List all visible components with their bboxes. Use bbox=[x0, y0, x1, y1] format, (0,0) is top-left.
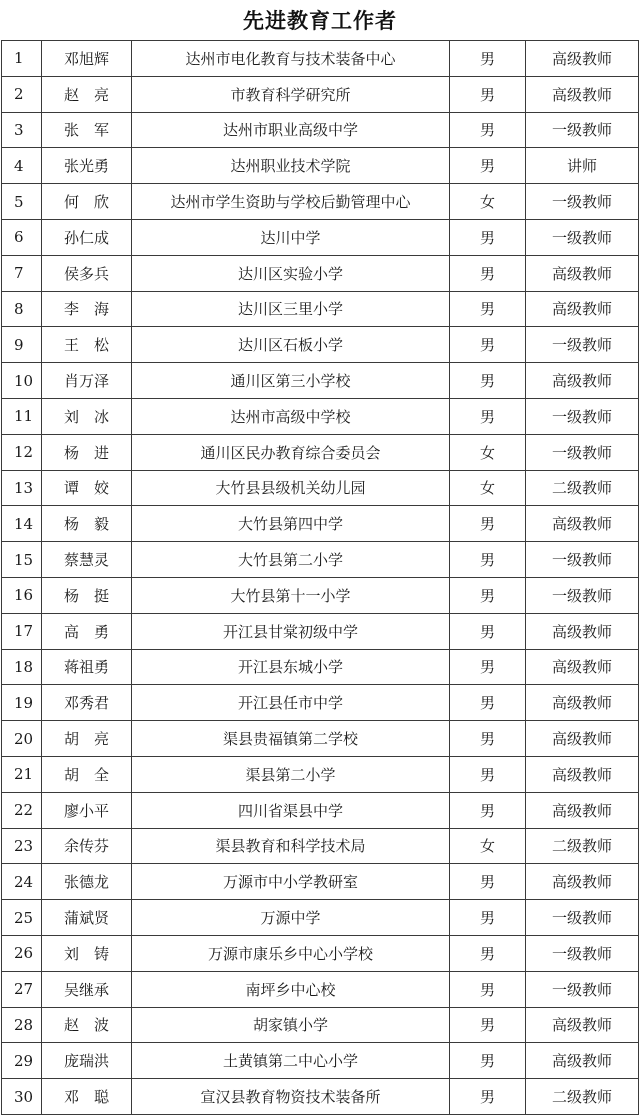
cell-number: 8 bbox=[2, 291, 42, 327]
cell-organization: 万源市康乐乡中心小学校 bbox=[132, 935, 450, 971]
cell-number: 6 bbox=[2, 219, 42, 255]
cell-organization: 达州市职业高级中学 bbox=[132, 112, 450, 148]
table-row bbox=[2, 255, 639, 291]
cell-rank: 二级教师 bbox=[526, 828, 639, 864]
table-row bbox=[2, 971, 639, 1007]
cell-rank: 高级教师 bbox=[526, 792, 639, 828]
cell-gender: 男 bbox=[450, 577, 526, 613]
table-row bbox=[2, 828, 639, 864]
cell-name: 刘 冰 bbox=[42, 398, 132, 434]
cell-name: 谭 姣 bbox=[42, 470, 132, 506]
cell-number: 13 bbox=[2, 470, 42, 506]
cell-rank: 高级教师 bbox=[526, 76, 639, 112]
cell-rank: 高级教师 bbox=[526, 613, 639, 649]
cell-name: 杨 挺 bbox=[42, 577, 132, 613]
cell-rank: 高级教师 bbox=[526, 756, 639, 792]
cell-number: 2 bbox=[2, 76, 42, 112]
cell-rank: 一级教师 bbox=[526, 542, 639, 578]
cell-gender: 男 bbox=[450, 756, 526, 792]
cell-gender: 男 bbox=[450, 1043, 526, 1079]
cell-organization: 大竹县第十一小学 bbox=[132, 577, 450, 613]
cell-rank: 一级教师 bbox=[526, 219, 639, 255]
cell-name: 赵 波 bbox=[42, 1007, 132, 1043]
cell-number: 17 bbox=[2, 613, 42, 649]
cell-organization: 土黄镇第二中心小学 bbox=[132, 1043, 450, 1079]
cell-rank: 高级教师 bbox=[526, 1007, 639, 1043]
cell-rank: 讲师 bbox=[526, 148, 639, 184]
cell-rank: 二级教师 bbox=[526, 1079, 639, 1115]
cell-name: 庞瑞洪 bbox=[42, 1043, 132, 1079]
cell-rank: 高级教师 bbox=[526, 363, 639, 399]
cell-number: 26 bbox=[2, 935, 42, 971]
cell-organization: 万源市中小学教研室 bbox=[132, 864, 450, 900]
cell-name: 高 勇 bbox=[42, 613, 132, 649]
cell-number: 9 bbox=[2, 327, 42, 363]
cell-rank: 高级教师 bbox=[526, 649, 639, 685]
cell-number: 23 bbox=[2, 828, 42, 864]
cell-gender: 男 bbox=[450, 864, 526, 900]
cell-number: 10 bbox=[2, 363, 42, 399]
table-row bbox=[2, 470, 639, 506]
cell-organization: 市教育科学研究所 bbox=[132, 76, 450, 112]
cell-organization: 南坪乡中心校 bbox=[132, 971, 450, 1007]
table-row bbox=[2, 792, 639, 828]
cell-organization: 达州市高级中学校 bbox=[132, 398, 450, 434]
cell-organization: 开江县任市中学 bbox=[132, 685, 450, 721]
cell-gender: 男 bbox=[450, 398, 526, 434]
table-row bbox=[2, 542, 639, 578]
cell-organization: 渠县第二小学 bbox=[132, 756, 450, 792]
cell-gender: 男 bbox=[450, 971, 526, 1007]
cell-organization: 达川区实验小学 bbox=[132, 255, 450, 291]
cell-number: 27 bbox=[2, 971, 42, 1007]
cell-number: 3 bbox=[2, 112, 42, 148]
cell-rank: 一级教师 bbox=[526, 327, 639, 363]
cell-rank: 一级教师 bbox=[526, 971, 639, 1007]
cell-organization: 大竹县第四中学 bbox=[132, 506, 450, 542]
cell-organization: 达川区三里小学 bbox=[132, 291, 450, 327]
cell-gender: 男 bbox=[450, 792, 526, 828]
cell-number: 7 bbox=[2, 255, 42, 291]
cell-gender: 男 bbox=[450, 506, 526, 542]
cell-number: 15 bbox=[2, 542, 42, 578]
cell-gender: 男 bbox=[450, 327, 526, 363]
cell-organization: 达州市电化教育与技术装备中心 bbox=[132, 41, 450, 77]
cell-gender: 男 bbox=[450, 1079, 526, 1115]
table-row bbox=[2, 148, 639, 184]
cell-organization: 达州市学生资助与学校后勤管理中心 bbox=[132, 184, 450, 220]
cell-name: 何 欣 bbox=[42, 184, 132, 220]
table-row bbox=[2, 434, 639, 470]
cell-organization: 达川中学 bbox=[132, 219, 450, 255]
cell-organization: 大竹县第二小学 bbox=[132, 542, 450, 578]
table-row bbox=[2, 935, 639, 971]
cell-gender: 男 bbox=[450, 219, 526, 255]
cell-gender: 男 bbox=[450, 291, 526, 327]
cell-rank: 一级教师 bbox=[526, 184, 639, 220]
cell-organization: 胡家镇小学 bbox=[132, 1007, 450, 1043]
cell-gender: 女 bbox=[450, 828, 526, 864]
cell-gender: 女 bbox=[450, 184, 526, 220]
cell-name: 廖小平 bbox=[42, 792, 132, 828]
cell-rank: 一级教师 bbox=[526, 577, 639, 613]
cell-name: 杨 进 bbox=[42, 434, 132, 470]
cell-name: 蔡慧灵 bbox=[42, 542, 132, 578]
cell-gender: 男 bbox=[450, 112, 526, 148]
table-row bbox=[2, 577, 639, 613]
cell-number: 14 bbox=[2, 506, 42, 542]
cell-rank: 高级教师 bbox=[526, 1043, 639, 1079]
cell-organization: 达川区石板小学 bbox=[132, 327, 450, 363]
cell-rank: 高级教师 bbox=[526, 685, 639, 721]
cell-number: 4 bbox=[2, 148, 42, 184]
cell-name: 胡 亮 bbox=[42, 721, 132, 757]
cell-number: 21 bbox=[2, 756, 42, 792]
table-row bbox=[2, 506, 639, 542]
table-row bbox=[2, 613, 639, 649]
cell-rank: 高级教师 bbox=[526, 506, 639, 542]
cell-number: 24 bbox=[2, 864, 42, 900]
table-row bbox=[2, 112, 639, 148]
cell-rank: 高级教师 bbox=[526, 721, 639, 757]
cell-name: 赵 亮 bbox=[42, 76, 132, 112]
page-title: 先进教育工作者 bbox=[243, 9, 397, 33]
cell-name: 张光勇 bbox=[42, 148, 132, 184]
cell-gender: 男 bbox=[450, 542, 526, 578]
table-row bbox=[2, 398, 639, 434]
cell-gender: 女 bbox=[450, 470, 526, 506]
cell-organization: 大竹县县级机关幼儿园 bbox=[132, 470, 450, 506]
cell-name: 邓 聪 bbox=[42, 1079, 132, 1115]
cell-number: 1 bbox=[2, 41, 42, 77]
table-row bbox=[2, 291, 639, 327]
table-row bbox=[2, 363, 639, 399]
roster-table bbox=[1, 40, 639, 1115]
cell-name: 吴继承 bbox=[42, 971, 132, 1007]
cell-organization: 渠县贵福镇第二学校 bbox=[132, 721, 450, 757]
table-row bbox=[2, 219, 639, 255]
table-row bbox=[2, 327, 639, 363]
table-row bbox=[2, 1007, 639, 1043]
table-row bbox=[2, 900, 639, 936]
cell-rank: 一级教师 bbox=[526, 112, 639, 148]
cell-name: 刘 铸 bbox=[42, 935, 132, 971]
cell-number: 11 bbox=[2, 398, 42, 434]
cell-organization: 开江县东城小学 bbox=[132, 649, 450, 685]
table-row bbox=[2, 756, 639, 792]
table-row bbox=[2, 184, 639, 220]
cell-gender: 男 bbox=[450, 255, 526, 291]
table-row bbox=[2, 76, 639, 112]
cell-rank: 一级教师 bbox=[526, 900, 639, 936]
cell-name: 侯多兵 bbox=[42, 255, 132, 291]
cell-name: 蒲斌贤 bbox=[42, 900, 132, 936]
cell-rank: 一级教师 bbox=[526, 935, 639, 971]
cell-organization: 达州职业技术学院 bbox=[132, 148, 450, 184]
cell-number: 16 bbox=[2, 577, 42, 613]
cell-number: 12 bbox=[2, 434, 42, 470]
cell-rank: 一级教师 bbox=[526, 434, 639, 470]
cell-rank: 高级教师 bbox=[526, 41, 639, 77]
cell-name: 张 军 bbox=[42, 112, 132, 148]
cell-organization: 万源中学 bbox=[132, 900, 450, 936]
cell-gender: 男 bbox=[450, 613, 526, 649]
table-row bbox=[2, 721, 639, 757]
cell-name: 余传芬 bbox=[42, 828, 132, 864]
cell-name: 王 松 bbox=[42, 327, 132, 363]
table-row bbox=[2, 685, 639, 721]
cell-gender: 男 bbox=[450, 900, 526, 936]
roster-body bbox=[2, 41, 639, 1115]
cell-rank: 二级教师 bbox=[526, 470, 639, 506]
cell-name: 肖万泽 bbox=[42, 363, 132, 399]
table-row bbox=[2, 1043, 639, 1079]
cell-rank: 高级教师 bbox=[526, 291, 639, 327]
cell-name: 邓旭辉 bbox=[42, 41, 132, 77]
cell-gender: 男 bbox=[450, 649, 526, 685]
cell-organization: 开江县甘棠初级中学 bbox=[132, 613, 450, 649]
cell-gender: 男 bbox=[450, 41, 526, 77]
cell-name: 胡 全 bbox=[42, 756, 132, 792]
cell-organization: 四川省渠县中学 bbox=[132, 792, 450, 828]
cell-gender: 男 bbox=[450, 935, 526, 971]
cell-name: 张德龙 bbox=[42, 864, 132, 900]
cell-rank: 高级教师 bbox=[526, 864, 639, 900]
cell-gender: 男 bbox=[450, 76, 526, 112]
cell-name: 孙仁成 bbox=[42, 219, 132, 255]
cell-gender: 女 bbox=[450, 434, 526, 470]
cell-name: 邓秀君 bbox=[42, 685, 132, 721]
table-row bbox=[2, 41, 639, 77]
cell-number: 20 bbox=[2, 721, 42, 757]
cell-rank: 高级教师 bbox=[526, 255, 639, 291]
cell-name: 李 海 bbox=[42, 291, 132, 327]
cell-number: 18 bbox=[2, 649, 42, 685]
cell-gender: 男 bbox=[450, 363, 526, 399]
table-row bbox=[2, 649, 639, 685]
table-row bbox=[2, 1079, 639, 1115]
cell-rank: 一级教师 bbox=[526, 398, 639, 434]
cell-organization: 渠县教育和科学技术局 bbox=[132, 828, 450, 864]
cell-organization: 宣汉县教育物资技术装备所 bbox=[132, 1079, 450, 1115]
cell-gender: 男 bbox=[450, 148, 526, 184]
cell-number: 28 bbox=[2, 1007, 42, 1043]
table-row bbox=[2, 864, 639, 900]
cell-organization: 通川区民办教育综合委员会 bbox=[132, 434, 450, 470]
cell-number: 25 bbox=[2, 900, 42, 936]
cell-gender: 男 bbox=[450, 721, 526, 757]
cell-organization: 通川区第三小学校 bbox=[132, 363, 450, 399]
cell-number: 29 bbox=[2, 1043, 42, 1079]
cell-number: 5 bbox=[2, 184, 42, 220]
cell-gender: 男 bbox=[450, 1007, 526, 1043]
cell-number: 22 bbox=[2, 792, 42, 828]
cell-name: 杨 毅 bbox=[42, 506, 132, 542]
cell-number: 19 bbox=[2, 685, 42, 721]
cell-name: 蒋祖勇 bbox=[42, 649, 132, 685]
cell-gender: 男 bbox=[450, 685, 526, 721]
cell-number: 30 bbox=[2, 1079, 42, 1115]
